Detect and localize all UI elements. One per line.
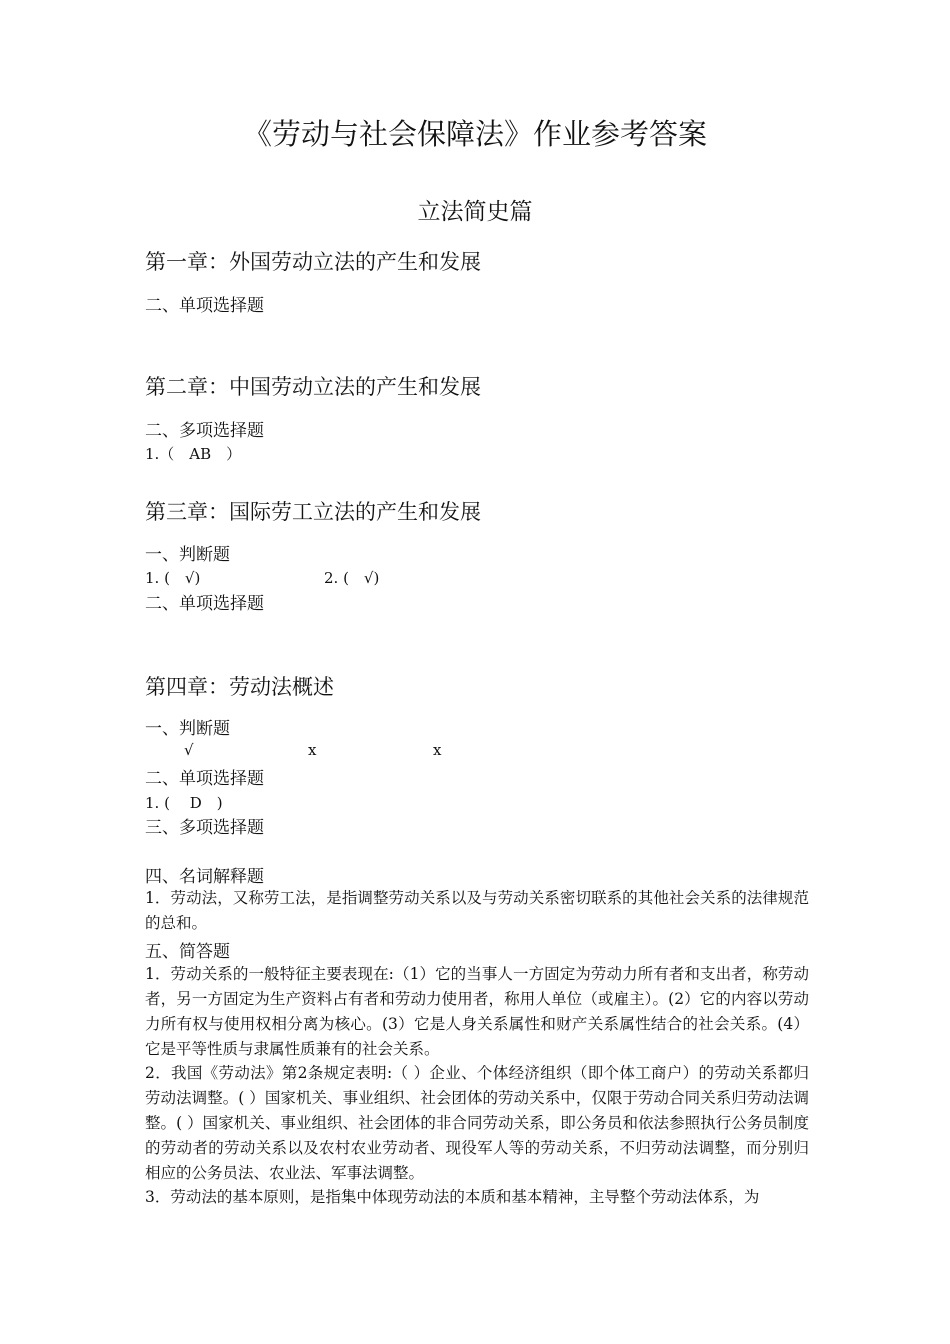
chapter-4-single-choice-label: 二、单项选择题 <box>145 769 264 789</box>
chapter-3-judge-label: 一、判断题 <box>145 545 230 565</box>
chapter-4-multi-choice-label: 三、多项选择题 <box>145 818 264 838</box>
chapter-2-heading: 第二章：中国劳动立法的产生和发展 <box>145 375 481 399</box>
chapter-1-heading: 第一章：外国劳动立法的产生和发展 <box>145 250 481 274</box>
chapter-4-judge-answer-1: √ <box>184 741 194 759</box>
chapter-2-answer-1: 1.（ AB ） <box>145 445 242 463</box>
chapter-4-short-answer-label: 五、简答题 <box>145 942 230 962</box>
chapter-4-short-answer-1: 1．劳动关系的一般特征主要表现在:（1）它的当事人一方固定为劳动力所有者和支出者，称劳动者，另一方固定为生产资料占有者和劳动力使用者，称用人单位（或雇主）。(2）它的内容以劳动力所有权与使用权相分离为核心。(3）它是人身关系属性和财产关系属性结合的社会关系。(4）它是平等性质与隶属性质兼有的社会关系。 <box>145 965 809 1058</box>
chapter-2-multi-choice-label: 二、多项选择题 <box>145 421 264 441</box>
section-title: 立法简史篇 <box>417 199 533 225</box>
chapter-3-heading: 第三章：国际劳工立法的产生和发展 <box>145 500 481 524</box>
chapter-4-heading: 第四章：劳动法概述 <box>145 675 334 699</box>
chapter-4-single-answer-1: 1. ( D ) <box>145 794 223 812</box>
chapter-4-short-answer-2: 2．我国《劳动法》第2条规定表明:（ ）企业、个体经济组织（即个体工商户）的劳动关系都归劳动法调整。( ）国家机关、事业组织、社会团体的劳动关系中，仅限于劳动合同关系归劳动法调整。( ）国家机关、事业组织、社会团体的非合同劳动关系，即公务员和依法参照执行公务员制度的劳动者的劳动关系以及农村农业劳动者、现役军人等的劳动关系，不归劳动法调整，而分别归相应的公务员法、农业法、军事法调整。 <box>145 1064 809 1182</box>
chapter-3-answer-1: 1. ( √) <box>145 569 201 587</box>
chapter-4-term-label: 四、名词解释题 <box>145 867 264 887</box>
chapter-4-term-answer-1: 1．劳动法，又称劳工法，是指调整劳动关系以及与劳动关系密切联系的其他社会关系的法律规范的总和。 <box>145 889 809 932</box>
chapter-3-answer-2: 2. ( √) <box>324 569 380 587</box>
chapter-3-single-choice-label: 二、单项选择题 <box>145 594 264 614</box>
chapter-4-judge-answer-3: x <box>433 741 442 759</box>
chapter-1-single-choice-label: 二、单项选择题 <box>145 296 264 316</box>
chapter-4-judge-answer-2: x <box>308 741 317 759</box>
chapter-4-short-answer-3: 3．劳动法的基本原则，是指集中体现劳动法的本质和基本精神，主导整个劳动法体系，为 <box>145 1188 760 1206</box>
chapter-4-judge-label: 一、判断题 <box>145 719 230 739</box>
document-title: 《劳动与社会保障法》作业参考答案 <box>242 117 707 151</box>
